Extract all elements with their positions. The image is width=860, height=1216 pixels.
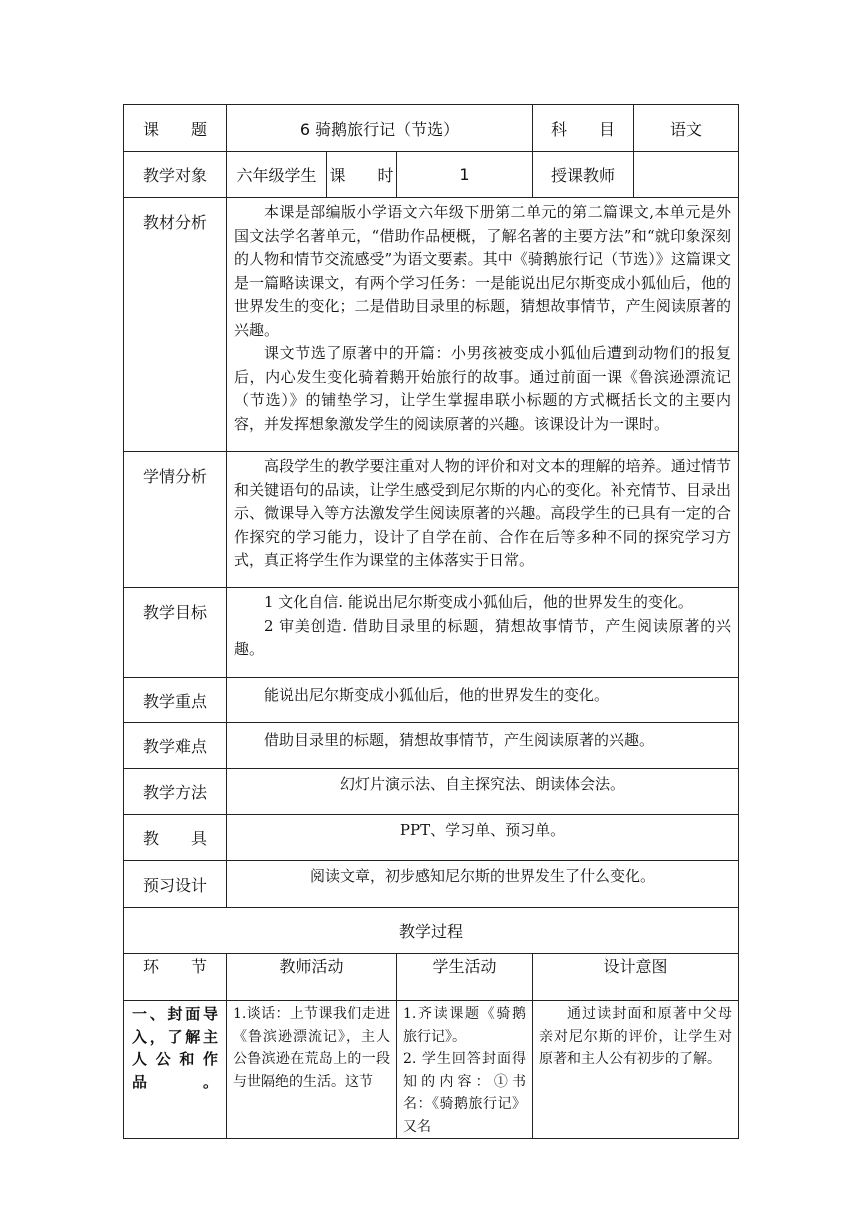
subject-label: 科 目 [533, 105, 634, 152]
col-student-header: 学生活动 [397, 954, 533, 1001]
col-teacher-header: 教师活动 [227, 954, 397, 1001]
teacher-value [634, 152, 739, 198]
audience-label: 教学对象 [124, 152, 227, 198]
row1-teacher-text: 1.谈话：上节课我们走进《鲁滨逊漂流记》，主人公鲁滨逊在荒岛上的一段与世隔绝的生活。这节 [233, 1006, 390, 1090]
period-label: 课 时 [327, 152, 397, 198]
row1-intent [533, 1001, 739, 1139]
lesson-plan-table [123, 104, 739, 1139]
col-stage-header: 环 节 [124, 954, 227, 1001]
process-title: 教学过程 [124, 908, 739, 954]
teacher-label: 授课教师 [533, 152, 634, 198]
goals-label: 教学目标 [124, 588, 227, 678]
textbook-paragraph-1: 本课是部编版小学语文六年级下册第二单元的第二篇课文,本单元是外国文法学名著单元，“借助作品梗概，了解名著的主要方法”和“就印象深刻的人物和情节交流感受”为语文要素。其中《骑鹅旅行记（节选）》这篇课文是一篇略读课文，有两个学习任务：一是能说出尼尔斯变成小狐仙后，他的世界发生的变化；二是借助目录里的标题，猜想故事情节，产生阅读原著的兴趣。 [234, 203, 732, 339]
learner-label: 学情分析 [124, 452, 227, 588]
method-label: 教学方法 [124, 769, 227, 815]
row1-student-1: 1.齐读课题《骑鹅旅行记》。 [403, 1006, 527, 1045]
audience-value: 六年级学生 [227, 152, 327, 198]
learner-paragraph: 高段学生的教学要注重对人物的评价和对文本的理解的培养。通过情节和关键语句的品读，让学生感受到尼尔斯的内心的变化。补充情节、目录出示、微课导入等方法激发学生阅读原著的兴趣。高段学生的已具有一定的合作探究的学习能力，设计了自学在前、合作在后等多种不同的探究学习方式，真正将学生作为课堂的主体落实于日常。 [234, 457, 732, 569]
key-point: 能说出尼尔斯变成小狐仙后，他的世界发生的变化。 [227, 678, 739, 723]
period-value: 1 [397, 152, 533, 198]
topic-value: 6 骑鹅旅行记（节选） [227, 105, 533, 152]
teaching-tools: PPT、学习单、预习单。 [227, 815, 739, 861]
subject-value: 语文 [634, 105, 739, 152]
row1-stage: 一、封面导入，了解主人公和作品。 [124, 1001, 227, 1139]
key-label: 教学重点 [124, 678, 227, 723]
row1-intent-text: 通过读封面和原著中父母亲对尼尔斯的评价，让学生对原著和主人公有初步的了解。 [539, 1006, 733, 1067]
textbook-label: 教材分析 [124, 198, 227, 452]
teaching-goals [227, 588, 739, 678]
difficulty-point: 借助目录里的标题，猜想故事情节，产生阅读原著的兴趣。 [227, 723, 739, 769]
teaching-method: 幻灯片演示法、自主探究法、朗读体会法。 [227, 769, 739, 815]
row1-student-2: 2. 学生回答封面得知的内容：①书名：《骑鹅旅行记》又名 [403, 1051, 527, 1135]
goal-1: 1 文化自信. 能说出尼尔斯变成小狐仙后，他的世界发生的变化。 [264, 593, 693, 611]
goal-2: 2 审美创造. 借助目录里的标题，猜想故事情节，产生阅读原著的兴趣。 [234, 616, 732, 658]
textbook-analysis [227, 198, 739, 452]
row1-student [397, 1001, 533, 1139]
textbook-paragraph-2: 课文节选了原著中的开篇：小男孩被变成小狐仙后遭到动物们的报复后，内心发生变化骑着鹅开始旅行的故事。通过前面一课《鲁滨逊漂流记（节选）》的铺垫学习，让学生掌握串联小标题的方式概括长文的主要内容，并发挥想象激发学生的阅读原著的兴趣。该课设计为一课时。 [234, 344, 732, 433]
col-intent-header: 设计意图 [533, 954, 739, 1001]
learner-analysis [227, 452, 739, 588]
difficulty-label: 教学难点 [124, 723, 227, 769]
preview-design: 阅读文章，初步感知尼尔斯的世界发生了什么变化。 [227, 861, 739, 908]
preview-label: 预习设计 [124, 861, 227, 908]
tools-label: 教 具 [124, 815, 227, 861]
row1-teacher [227, 1001, 397, 1139]
topic-label: 课 题 [124, 105, 227, 152]
